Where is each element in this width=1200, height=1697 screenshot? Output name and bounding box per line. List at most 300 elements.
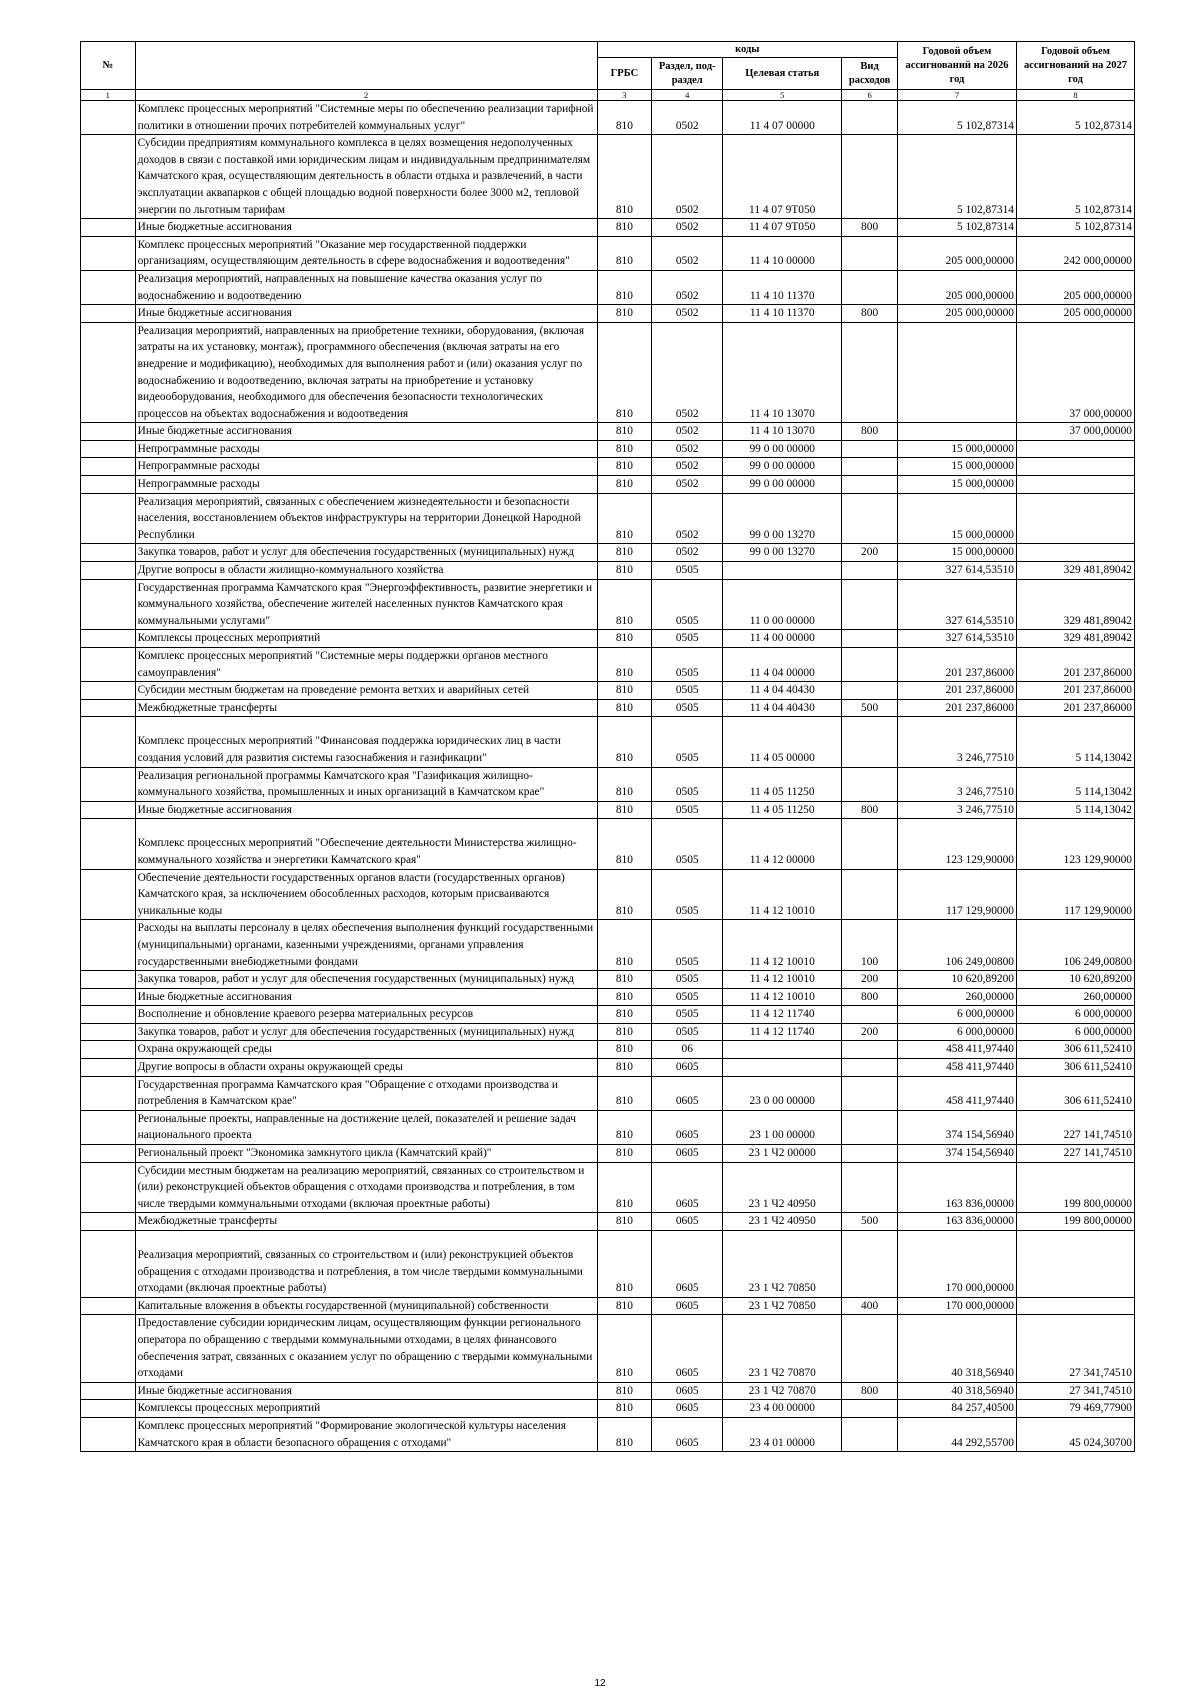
row-volume-2027: 329 481,89042	[1017, 630, 1135, 648]
row-volume-2027: 306 611,52410	[1017, 1041, 1135, 1059]
row-volume-2026: 15 000,00000	[897, 458, 1016, 476]
row-name: Предоставление субсидии юридическим лицам, осуществляющим функции регионального оператора по обращению с твердыми коммунальными отходами, в целях финансового обеспечения затрат, связанных с оказанием услуг по обращению с твердыми коммунальными отходами	[135, 1315, 597, 1382]
table-row	[81, 305, 1135, 323]
table-row	[81, 920, 1135, 971]
row-grbs: 810	[597, 717, 652, 767]
column-number: 3	[597, 90, 652, 101]
row-volume-2026: 201 237,86000	[897, 699, 1016, 717]
row-section: 0505	[652, 648, 723, 682]
row-name: Комплексы процессных мероприятий	[135, 1400, 597, 1418]
row-volume-2026: 15 000,00000	[897, 440, 1016, 458]
row-volume-2026: 458 411,97440	[897, 1059, 1016, 1077]
row-volume-2026: 327 614,53510	[897, 562, 1016, 580]
row-target-article: 11 4 05 11250	[723, 801, 842, 819]
column-number: 5	[723, 90, 842, 101]
row-expense-type: 800	[842, 1382, 898, 1400]
row-volume-2027: 5 114,13042	[1017, 801, 1135, 819]
row-number	[81, 270, 136, 304]
row-name: Непрограммные расходы	[135, 440, 597, 458]
row-volume-2027: 205 000,00000	[1017, 305, 1135, 323]
row-section: 0502	[652, 440, 723, 458]
row-grbs: 810	[597, 493, 652, 544]
table-row	[81, 1417, 1135, 1451]
row-target-article: 23 1 Ч2 70850	[723, 1297, 842, 1315]
row-target-article: 99 0 00 13270	[723, 493, 842, 544]
row-section: 0605	[652, 1162, 723, 1213]
row-name: Другие вопросы в области жилищно-коммунального хозяйства	[135, 562, 597, 580]
table-row	[81, 322, 1135, 423]
row-volume-2026: 106 249,00800	[897, 920, 1016, 971]
row-section: 0605	[652, 1400, 723, 1418]
table-row	[81, 562, 1135, 580]
row-name: Комплексы процессных мероприятий	[135, 630, 597, 648]
row-volume-2026: 5 102,87314	[897, 135, 1016, 219]
header-target-article: Целевая статья	[723, 58, 842, 90]
row-expense-type	[842, 1315, 898, 1382]
row-name: Реализация мероприятий, связанных со строительством и (или) реконструкцией объектов обращения с отходами производства и потребления, в том числе твердыми коммунальными отходами (включая проектные работы)	[135, 1231, 597, 1298]
column-number: 4	[652, 90, 723, 101]
row-section: 0505	[652, 920, 723, 971]
row-volume-2027: 5 102,87314	[1017, 219, 1135, 237]
row-expense-type	[842, 322, 898, 423]
row-name: Иные бюджетные ассигнования	[135, 423, 597, 441]
row-volume-2026: 3 246,77510	[897, 767, 1016, 801]
row-grbs: 810	[597, 101, 652, 135]
row-target-article: 23 1 Ч2 40950	[723, 1162, 842, 1213]
row-name: Непрограммные расходы	[135, 458, 597, 476]
table-row	[81, 1213, 1135, 1231]
row-grbs: 810	[597, 1400, 652, 1418]
row-expense-type: 200	[842, 1023, 898, 1041]
table-row	[81, 1110, 1135, 1144]
row-section: 0505	[652, 682, 723, 700]
table-row	[81, 767, 1135, 801]
table-row	[81, 1041, 1135, 1059]
row-name: Комплекс процессных мероприятий "Финансовая поддержка юридических лиц в части создания условий для развития системы газоснабжения и газификации"	[135, 717, 597, 767]
row-number	[81, 1059, 136, 1077]
row-grbs: 810	[597, 423, 652, 441]
row-number	[81, 1400, 136, 1418]
row-section: 0505	[652, 579, 723, 630]
header-no: №	[81, 42, 136, 90]
table-row	[81, 101, 1135, 135]
row-target-article: 23 4 01 00000	[723, 1417, 842, 1451]
row-expense-type	[842, 1059, 898, 1077]
row-section: 0505	[652, 1023, 723, 1041]
row-grbs: 810	[597, 1213, 652, 1231]
row-volume-2026: 170 000,00000	[897, 1297, 1016, 1315]
row-volume-2026: 327 614,53510	[897, 579, 1016, 630]
row-volume-2027: 10 620,89200	[1017, 971, 1135, 989]
row-target-article: 11 4 07 00000	[723, 101, 842, 135]
row-grbs: 810	[597, 1023, 652, 1041]
row-grbs: 810	[597, 699, 652, 717]
row-section: 0505	[652, 1006, 723, 1024]
row-section: 0605	[652, 1417, 723, 1451]
row-volume-2027: 123 129,90000	[1017, 819, 1135, 869]
row-grbs: 810	[597, 920, 652, 971]
row-expense-type	[842, 1041, 898, 1059]
row-grbs: 810	[597, 1006, 652, 1024]
row-target-article: 99 0 00 00000	[723, 440, 842, 458]
row-grbs: 810	[597, 971, 652, 989]
row-grbs: 810	[597, 1076, 652, 1110]
row-volume-2026: 374 154,56940	[897, 1110, 1016, 1144]
row-volume-2027	[1017, 1297, 1135, 1315]
row-number	[81, 1006, 136, 1024]
row-expense-type: 800	[842, 219, 898, 237]
row-name: Реализация региональной программы Камчатского края "Газификация жилищно-коммунального хозяйства, промышленных и иных организаций в Камчатском крае"	[135, 767, 597, 801]
row-section: 0502	[652, 219, 723, 237]
table-row	[81, 579, 1135, 630]
row-section: 0505	[652, 717, 723, 767]
row-expense-type	[842, 476, 898, 494]
row-name: Реализация мероприятий, направленных на приобретение техники, оборудования, (включая затраты на их установку, монтаж), программного обеспечения (включая затраты на его внедрение и модификацию), необходимых для выполнения работ и (или) оказания услуг по водоснабжению и водоотведению, включая затраты на приобретение и установку видеооборудования, необходимого для обеспечения безопасности технологических процессов на объектах водоснабжения и водоотведения	[135, 322, 597, 423]
row-volume-2026	[897, 423, 1016, 441]
row-name: Субсидии предприятиям коммунального комплекса в целях возмещения недополученных доходов в связи с поставкой ими юридическим лицам и индивидуальным предпринимателям Камчатского края, осуществляющим деятельность в области отдыха и развлечений, в части эксплуатации аквапарков с общей площадью водной поверхности более 3000 м2, тепловой энергии по льготным тарифам	[135, 135, 597, 219]
row-volume-2027	[1017, 1231, 1135, 1298]
row-volume-2026: 163 836,00000	[897, 1162, 1016, 1213]
row-grbs: 810	[597, 801, 652, 819]
row-expense-type	[842, 648, 898, 682]
row-volume-2026: 170 000,00000	[897, 1231, 1016, 1298]
row-volume-2027: 329 481,89042	[1017, 579, 1135, 630]
row-section: 0502	[652, 101, 723, 135]
row-target-article: 11 4 04 00000	[723, 648, 842, 682]
row-name: Реализация мероприятий, связанных с обеспечением жизнедеятельности и безопасности населения, восстановлением объектов инфраструктуры на территории Донецкой Народной Республики	[135, 493, 597, 544]
row-target-article: 23 1 00 00000	[723, 1110, 842, 1144]
row-number	[81, 440, 136, 458]
row-volume-2026: 10 620,89200	[897, 971, 1016, 989]
row-target-article: 23 0 00 00000	[723, 1076, 842, 1110]
row-target-article: 11 4 10 00000	[723, 236, 842, 270]
row-expense-type	[842, 682, 898, 700]
row-expense-type	[842, 1076, 898, 1110]
row-volume-2027	[1017, 476, 1135, 494]
row-expense-type	[842, 767, 898, 801]
row-expense-type	[842, 1231, 898, 1298]
row-name: Комплекс процессных мероприятий "Обеспечение деятельности Министерства жилищно-коммунального хозяйства и энергетики Камчатского края"	[135, 819, 597, 869]
row-number	[81, 971, 136, 989]
row-number	[81, 819, 136, 869]
table-row	[81, 440, 1135, 458]
row-target-article: 11 4 12 10010	[723, 988, 842, 1006]
row-section: 0502	[652, 270, 723, 304]
row-grbs: 810	[597, 1059, 652, 1077]
row-expense-type	[842, 717, 898, 767]
row-target-article: 11 4 10 13070	[723, 322, 842, 423]
row-grbs: 810	[597, 819, 652, 869]
row-number	[81, 630, 136, 648]
table-row	[81, 458, 1135, 476]
row-grbs: 810	[597, 1145, 652, 1163]
row-volume-2027: 27 341,74510	[1017, 1315, 1135, 1382]
row-number	[81, 423, 136, 441]
table-row	[81, 236, 1135, 270]
row-volume-2026: 6 000,00000	[897, 1023, 1016, 1041]
row-grbs: 810	[597, 1382, 652, 1400]
header-grbs: ГРБС	[597, 58, 652, 90]
row-grbs: 810	[597, 562, 652, 580]
row-name: Капитальные вложения в объекты государственной (муниципальной) собственности	[135, 1297, 597, 1315]
table-row	[81, 1023, 1135, 1041]
row-volume-2026: 3 246,77510	[897, 717, 1016, 767]
row-name: Межбюджетные трансферты	[135, 1213, 597, 1231]
row-number	[81, 1145, 136, 1163]
row-expense-type	[842, 869, 898, 920]
row-expense-type	[842, 1400, 898, 1418]
row-grbs: 810	[597, 219, 652, 237]
row-name: Иные бюджетные ассигнования	[135, 305, 597, 323]
row-name: Государственная программа Камчатского края "Энергоэффективность, развитие энергетики и коммунального хозяйства, обеспечение жителей населенных пунктов Камчатского края коммунальными услугами"	[135, 579, 597, 630]
row-volume-2026: 15 000,00000	[897, 544, 1016, 562]
row-volume-2026: 40 318,56940	[897, 1382, 1016, 1400]
row-volume-2026: 327 614,53510	[897, 630, 1016, 648]
row-target-article: 99 0 00 00000	[723, 458, 842, 476]
row-expense-type	[842, 819, 898, 869]
table-row	[81, 1231, 1135, 1298]
row-volume-2027: 306 611,52410	[1017, 1076, 1135, 1110]
row-grbs: 810	[597, 544, 652, 562]
row-grbs: 810	[597, 1162, 652, 1213]
row-target-article: 23 1 Ч2 70870	[723, 1315, 842, 1382]
row-volume-2027: 37 000,00000	[1017, 322, 1135, 423]
column-number: 8	[1017, 90, 1135, 101]
row-volume-2026: 6 000,00000	[897, 1006, 1016, 1024]
table-row	[81, 1315, 1135, 1382]
row-volume-2027: 227 141,74510	[1017, 1145, 1135, 1163]
row-number	[81, 322, 136, 423]
row-expense-type	[842, 440, 898, 458]
row-number	[81, 1041, 136, 1059]
row-number	[81, 801, 136, 819]
row-expense-type	[842, 1110, 898, 1144]
row-volume-2026: 374 154,56940	[897, 1145, 1016, 1163]
row-target-article	[723, 562, 842, 580]
row-volume-2027: 306 611,52410	[1017, 1059, 1135, 1077]
row-expense-type	[842, 1162, 898, 1213]
row-number	[81, 648, 136, 682]
row-name: Комплекс процессных мероприятий "Оказание мер государственной поддержки организациям, осуществляющим деятельность в сфере водоснабжения и водоотведения"	[135, 236, 597, 270]
table-row	[81, 1400, 1135, 1418]
column-number: 1	[81, 90, 136, 101]
row-expense-type	[842, 270, 898, 304]
row-target-article: 11 4 12 11740	[723, 1023, 842, 1041]
header-section: Раздел, под-раздел	[652, 58, 723, 90]
row-grbs: 810	[597, 322, 652, 423]
row-name: Охрана окружающей среды	[135, 1041, 597, 1059]
row-volume-2026: 458 411,97440	[897, 1041, 1016, 1059]
row-target-article: 11 4 07 9Т050	[723, 135, 842, 219]
header-volume-2026: Годовой объем ассигнований на 2026 год	[897, 42, 1016, 90]
row-expense-type	[842, 101, 898, 135]
row-volume-2027: 227 141,74510	[1017, 1110, 1135, 1144]
row-expense-type	[842, 562, 898, 580]
row-target-article: 23 4 00 00000	[723, 1400, 842, 1418]
row-volume-2026	[897, 322, 1016, 423]
row-volume-2026: 15 000,00000	[897, 493, 1016, 544]
row-grbs: 810	[597, 579, 652, 630]
row-section: 0605	[652, 1059, 723, 1077]
row-grbs: 810	[597, 1110, 652, 1144]
header-codes: коды	[597, 42, 897, 58]
row-expense-type: 200	[842, 971, 898, 989]
row-volume-2027: 329 481,89042	[1017, 562, 1135, 580]
row-number	[81, 869, 136, 920]
table-row	[81, 270, 1135, 304]
table-body	[81, 90, 1135, 1452]
row-name: Восполнение и обновление краевого резерва материальных ресурсов	[135, 1006, 597, 1024]
row-volume-2027: 5 114,13042	[1017, 767, 1135, 801]
row-name: Государственная программа Камчатского края "Обращение с отходами производства и потребления в Камчатском крае"	[135, 1076, 597, 1110]
row-section: 0505	[652, 819, 723, 869]
header-volume-2027: Годовой объем ассигнований на 2027 год	[1017, 42, 1135, 90]
row-volume-2026: 117 129,90000	[897, 869, 1016, 920]
row-name: Комплекс процессных мероприятий "Формирование экологической культуры населения Камчатского края в области безопасного обращения с отходами"	[135, 1417, 597, 1451]
row-target-article: 99 0 00 00000	[723, 476, 842, 494]
row-section: 0502	[652, 423, 723, 441]
row-section: 0502	[652, 476, 723, 494]
row-name: Закупка товаров, работ и услуг для обеспечения государственных (муниципальных) нужд	[135, 1023, 597, 1041]
row-number	[81, 1023, 136, 1041]
row-section: 0605	[652, 1076, 723, 1110]
row-grbs: 810	[597, 648, 652, 682]
row-volume-2026: 260,00000	[897, 988, 1016, 1006]
row-grbs: 810	[597, 1315, 652, 1382]
table-row	[81, 219, 1135, 237]
row-expense-type	[842, 579, 898, 630]
row-volume-2026: 205 000,00000	[897, 236, 1016, 270]
row-expense-type: 800	[842, 305, 898, 323]
row-expense-type	[842, 458, 898, 476]
row-number	[81, 699, 136, 717]
row-number	[81, 1315, 136, 1382]
row-name: Комплекс процессных мероприятий "Системные меры по обеспечению реализации тарифной политики в отношении прочих потребителей коммунальных услуг"	[135, 101, 597, 135]
row-expense-type: 800	[842, 423, 898, 441]
row-volume-2027: 6 000,00000	[1017, 1023, 1135, 1041]
table-row	[81, 988, 1135, 1006]
table-row	[81, 1297, 1135, 1315]
row-volume-2027: 5 102,87314	[1017, 135, 1135, 219]
table-row	[81, 648, 1135, 682]
row-section: 0502	[652, 458, 723, 476]
row-grbs: 810	[597, 458, 652, 476]
row-volume-2027: 27 341,74510	[1017, 1382, 1135, 1400]
budget-table	[80, 41, 1135, 1452]
row-section: 0502	[652, 544, 723, 562]
table-row	[81, 1059, 1135, 1077]
row-section: 0505	[652, 801, 723, 819]
row-name: Иные бюджетные ассигнования	[135, 801, 597, 819]
column-number: 7	[897, 90, 1016, 101]
row-volume-2027: 201 237,86000	[1017, 682, 1135, 700]
row-expense-type	[842, 1417, 898, 1451]
row-section: 0605	[652, 1110, 723, 1144]
row-number	[81, 1076, 136, 1110]
row-expense-type	[842, 493, 898, 544]
table-row	[81, 1382, 1135, 1400]
row-volume-2027: 260,00000	[1017, 988, 1135, 1006]
table-row	[81, 476, 1135, 494]
row-volume-2026: 40 318,56940	[897, 1315, 1016, 1382]
row-number	[81, 1110, 136, 1144]
row-volume-2027	[1017, 440, 1135, 458]
row-volume-2027: 199 800,00000	[1017, 1162, 1135, 1213]
row-volume-2027: 5 102,87314	[1017, 101, 1135, 135]
row-number	[81, 544, 136, 562]
row-name: Иные бюджетные ассигнования	[135, 219, 597, 237]
row-volume-2027: 5 114,13042	[1017, 717, 1135, 767]
row-section: 0502	[652, 305, 723, 323]
row-number	[81, 476, 136, 494]
row-number	[81, 219, 136, 237]
row-number	[81, 493, 136, 544]
row-expense-type: 500	[842, 699, 898, 717]
row-volume-2026: 201 237,86000	[897, 648, 1016, 682]
row-section: 0502	[652, 236, 723, 270]
column-number: 6	[842, 90, 898, 101]
row-volume-2026: 5 102,87314	[897, 219, 1016, 237]
page-number: 12	[594, 1678, 606, 1689]
row-name: Реализация мероприятий, направленных на повышение качества оказания услуг по водоснабжению и водоотведению	[135, 270, 597, 304]
table-row	[81, 544, 1135, 562]
row-grbs: 810	[597, 476, 652, 494]
row-expense-type: 400	[842, 1297, 898, 1315]
row-target-article: 11 4 12 10010	[723, 920, 842, 971]
row-expense-type: 800	[842, 988, 898, 1006]
row-number	[81, 101, 136, 135]
row-number	[81, 682, 136, 700]
row-section: 0505	[652, 699, 723, 717]
row-target-article: 23 1 Ч2 40950	[723, 1213, 842, 1231]
row-number	[81, 135, 136, 219]
row-number	[81, 1213, 136, 1231]
row-target-article	[723, 1041, 842, 1059]
row-volume-2027: 205 000,00000	[1017, 270, 1135, 304]
row-expense-type	[842, 630, 898, 648]
row-number	[81, 305, 136, 323]
row-name: Закупка товаров, работ и услуг для обеспечения государственных (муниципальных) нужд	[135, 971, 597, 989]
row-volume-2026: 15 000,00000	[897, 476, 1016, 494]
row-target-article: 11 4 04 40430	[723, 682, 842, 700]
row-section: 0505	[652, 971, 723, 989]
row-number	[81, 236, 136, 270]
row-target-article: 23 1 Ч2 70850	[723, 1231, 842, 1298]
row-expense-type	[842, 1006, 898, 1024]
row-grbs: 810	[597, 1297, 652, 1315]
row-number	[81, 1231, 136, 1298]
row-grbs: 810	[597, 767, 652, 801]
row-grbs: 810	[597, 630, 652, 648]
row-name: Комплекс процессных мероприятий "Системные меры поддержки органов местного самоуправления"	[135, 648, 597, 682]
table-row	[81, 717, 1135, 767]
row-grbs: 810	[597, 135, 652, 219]
row-section: 0605	[652, 1382, 723, 1400]
row-volume-2027: 37 000,00000	[1017, 423, 1135, 441]
row-name: Субсидии местным бюджетам на реализацию мероприятий, связанных со строительством и (или) реконструкцией объектов обращения с отходами производства и потребления, в том числе твердыми коммунальными отходами (включая проектные работы)	[135, 1162, 597, 1213]
row-section: 0605	[652, 1231, 723, 1298]
row-target-article: 11 4 12 10010	[723, 971, 842, 989]
row-name: Региональные проекты, направленные на достижение целей, показателей и решение задач национального проекта	[135, 1110, 597, 1144]
row-section: 0505	[652, 767, 723, 801]
row-volume-2026: 163 836,00000	[897, 1213, 1016, 1231]
row-expense-type	[842, 236, 898, 270]
row-grbs: 810	[597, 1417, 652, 1451]
row-target-article: 11 4 12 10010	[723, 869, 842, 920]
row-target-article: 11 4 05 00000	[723, 717, 842, 767]
row-target-article: 11 4 05 11250	[723, 767, 842, 801]
row-target-article: 11 4 10 11370	[723, 270, 842, 304]
